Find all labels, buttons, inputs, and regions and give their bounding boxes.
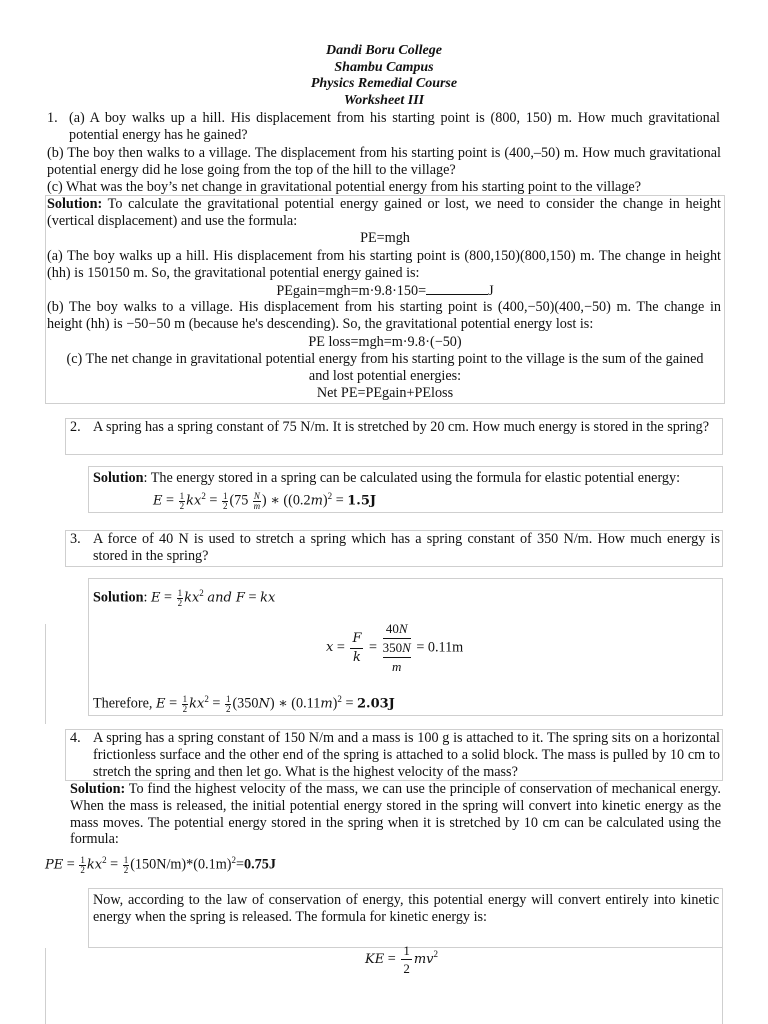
solution-text: : The energy stored in a spring can be calculated using the formula for elastic potential energy: bbox=[143, 470, 681, 486]
question-1-solution-intro bbox=[47, 196, 721, 230]
pe-spring-result: 0.75J bbox=[243, 856, 276, 873]
pe-gain-equation: PEgain=mgh=m·9.8·150= J bbox=[276, 283, 494, 299]
question-3-number: 3. bbox=[70, 531, 81, 547]
course-name: Physics Remedial Course bbox=[310, 76, 458, 92]
question-3-final-equation: Therefore, E = $\frac{1}{2}$ $kx^2$ = $\frac{1}{2}$ (350N) ∗ $(0.11m)^2 = 2.03J$ bbox=[93, 693, 395, 714]
college-name: Dandi Boru College bbox=[326, 43, 442, 58]
answer-blank[interactable] bbox=[426, 282, 488, 295]
question-4-number: 4. bbox=[70, 730, 81, 746]
question-1b-solution: (b) The boy walks to a village. His displacement from his starting point is (400,−50)(400,−50) m. The change in height (hh) is −50−50 m (because he's descending). So, the gravitational potential energy lost is: bbox=[47, 299, 721, 332]
pe-loss-equation: PE loss=mgh=m·9.8·(−50) bbox=[308, 334, 462, 350]
question-1b-text: (b) The boy then walks to a village. The displacement from his starting point is (400,–50) m. How much gravitational potential energy did he lose going from the top of the hill to the village? bbox=[47, 145, 721, 178]
question-1c-text: (c) What was the boy’s net change in gravitational potential energy from his starting point to the village? bbox=[47, 179, 642, 195]
spring-energy-equation: E = $\frac{1}{2}$ $kx^2$ = $\frac{1}{2}$ (75 $\frac{N}{m}$ ) ∗ ($(0.2m)^2 = 1.5J$ bbox=[153, 490, 377, 511]
solution-label: Solution: bbox=[70, 781, 126, 797]
question-1c-solution: (c) The net change in gravitational potential energy from his starting point to the village is the sum of the gained and lost potential energies: bbox=[66, 351, 704, 384]
question-2-number: 2. bbox=[70, 419, 81, 435]
margin-rule bbox=[722, 948, 723, 1024]
solution-label: Solution bbox=[93, 470, 144, 486]
conservation-text: Now, according to the law of conservation of energy, this potential energy will convert entirely into kinetic energy when the spring is released. The formula for kinetic energy is: bbox=[93, 892, 719, 925]
displacement-equation: x = $\frac{F}{k}$ = 40N 350N m = 0.11m bbox=[326, 621, 464, 674]
campus-name: Shambu Campus bbox=[334, 59, 434, 75]
document-header bbox=[0, 43, 768, 110]
net-pe-equation: Net PE=PEgain+PEloss bbox=[316, 385, 454, 401]
margin-rule bbox=[45, 948, 46, 1024]
question-3-result: 2.03J bbox=[357, 696, 395, 712]
kinetic-energy-equation: KE = $\frac{1}{2}$ $mv^2$ bbox=[365, 943, 438, 976]
question-4-text: A spring has a spring constant of 150 N/m and a mass is 100 g is attached to it. The spring sits on a horizontal frictionless surface and the other end of the spring is attached to a solid block. The mass is pulled by 10 cm to stretch the spring and then let go. What is the highest velocity of the mass? bbox=[93, 730, 720, 780]
question-1-number: 1. bbox=[47, 110, 58, 126]
question-4-solution bbox=[70, 781, 721, 848]
spring-energy-result: 1.5J bbox=[347, 493, 377, 509]
margin-rule bbox=[45, 624, 46, 724]
question-3-text: A force of 40 N is used to stretch a spring which has a spring constant of 350 N/m. How much energy is stored in the spring? bbox=[93, 531, 720, 564]
question-2-text: A spring has a spring constant of 75 N/m. It is stretched by 20 cm. How much energy is stored in the spring? bbox=[93, 419, 710, 435]
pe-formula: PE=mgh bbox=[360, 230, 410, 246]
solution-intro-text: To calculate the gravitational potential energy gained or lost, we need to consider the change in height (vertical displacement) and use the formula: bbox=[47, 196, 721, 229]
question-3-formulas: Solution: E = $\frac{1}{2}$ $kx^2$ and F = kx bbox=[93, 587, 276, 608]
solution-label: Solution: bbox=[47, 196, 103, 212]
pe-spring-equation: PE = $\frac{1}{2}$ $kx^2$ = $\frac{1}{2}$ $(150N/m)*(0.1m)^2=0.75J$ bbox=[45, 854, 276, 875]
solution-label: Solution bbox=[93, 589, 144, 606]
worksheet-title: Worksheet III bbox=[343, 93, 425, 109]
question-1a-solution: (a) The boy walks up a hill. His displacement from his starting point is (800,150)(800,150) m. The change in height (hh) is 150150 m. So, the gravitational potential energy gained is: bbox=[47, 248, 721, 281]
solution-text: To find the highest velocity of the mass, we can use the principle of conservation of mechanical energy. When the mass is released, the initial potential energy stored in the spring will convert into kinetic energy as the mass moves. The potential energy stored in the spring when it is stretched by 10 cm can be calculated using the formula: bbox=[70, 781, 721, 848]
displacement-result: = 0.11m bbox=[416, 639, 464, 656]
pe-values: (150N/m)*(0.1m) bbox=[130, 856, 232, 873]
question-1a-text: (a) A boy walks up a hill. His displacement from his starting point is (800, 150) m. How much gravitational potential energy has he gained? bbox=[69, 110, 720, 143]
